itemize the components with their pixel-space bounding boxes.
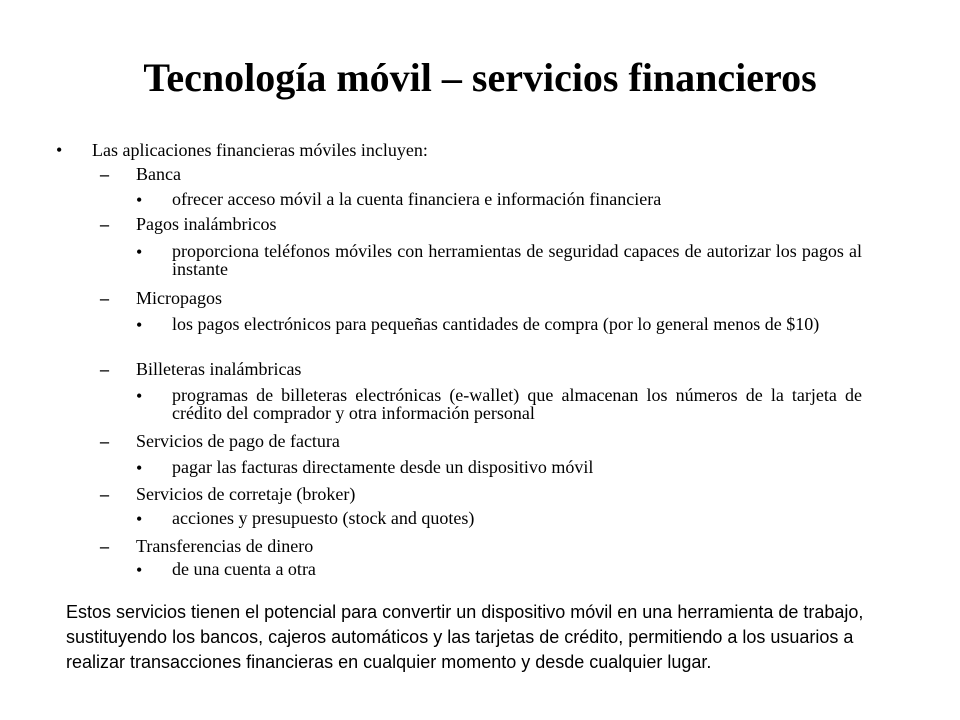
item-detail: proporciona teléfonos móviles con herramientas de seguridad capaces de autorizar los pagos al instante [172, 241, 862, 279]
item-detail: los pagos electrónicos para pequeñas cantidades de compra (por lo general menos de $10) [172, 314, 820, 334]
item-label: Transferencias de dinero [136, 536, 314, 556]
summary-text: Estos servicios tienen el potencial para convertir un dispositivo móvil en una herramienta de trabajo, sustituyendo los bancos, cajeros automáticos y las tarjetas de crédito, permitiendo a los usuarios a realizar transacciones financieras en cualquier momento y desde cualquier lugar. [66, 602, 864, 672]
dash-icon: – [100, 214, 109, 234]
bullet-icon: • [136, 315, 143, 335]
item-detail: ofrecer acceso móvil a la cuenta financiera e información financiera [172, 189, 662, 209]
dash-icon: – [100, 288, 109, 308]
bullet-icon: • [136, 560, 143, 580]
item-label: Pagos inalámbricos [136, 214, 277, 234]
bullet-icon: • [136, 458, 143, 478]
bullet-icon: • [136, 509, 143, 529]
item-detail: programas de billeteras electrónicas (e-wallet) que almacenan los números de la tarjeta de crédito del comprador y otra información personal [172, 385, 862, 423]
intro-text: Las aplicaciones financieras móviles incluyen: [92, 140, 428, 160]
dash-icon: – [100, 359, 109, 379]
slide-title: Tecnología móvil – servicios financieros [143, 55, 817, 100]
item-label: Billeteras inalámbricas [136, 359, 302, 379]
dash-icon: – [100, 536, 109, 556]
bullet-icon: • [136, 190, 143, 210]
item-detail: de una cuenta a otra [172, 559, 316, 579]
dash-icon: – [100, 431, 109, 451]
dash-icon: – [100, 164, 109, 184]
item-label: Micropagos [136, 288, 222, 308]
bullet-icon: • [136, 242, 143, 262]
bullet-icon: • [56, 140, 63, 160]
item-label: Banca [136, 164, 181, 184]
item-detail: acciones y presupuesto (stock and quotes) [172, 508, 475, 528]
bullet-icon: • [136, 386, 143, 406]
item-label: Servicios de corretaje (broker) [136, 484, 356, 504]
item-label: Servicios de pago de factura [136, 431, 340, 451]
item-detail: pagar las facturas directamente desde un dispositivo móvil [172, 457, 594, 477]
dash-icon: – [100, 484, 109, 504]
